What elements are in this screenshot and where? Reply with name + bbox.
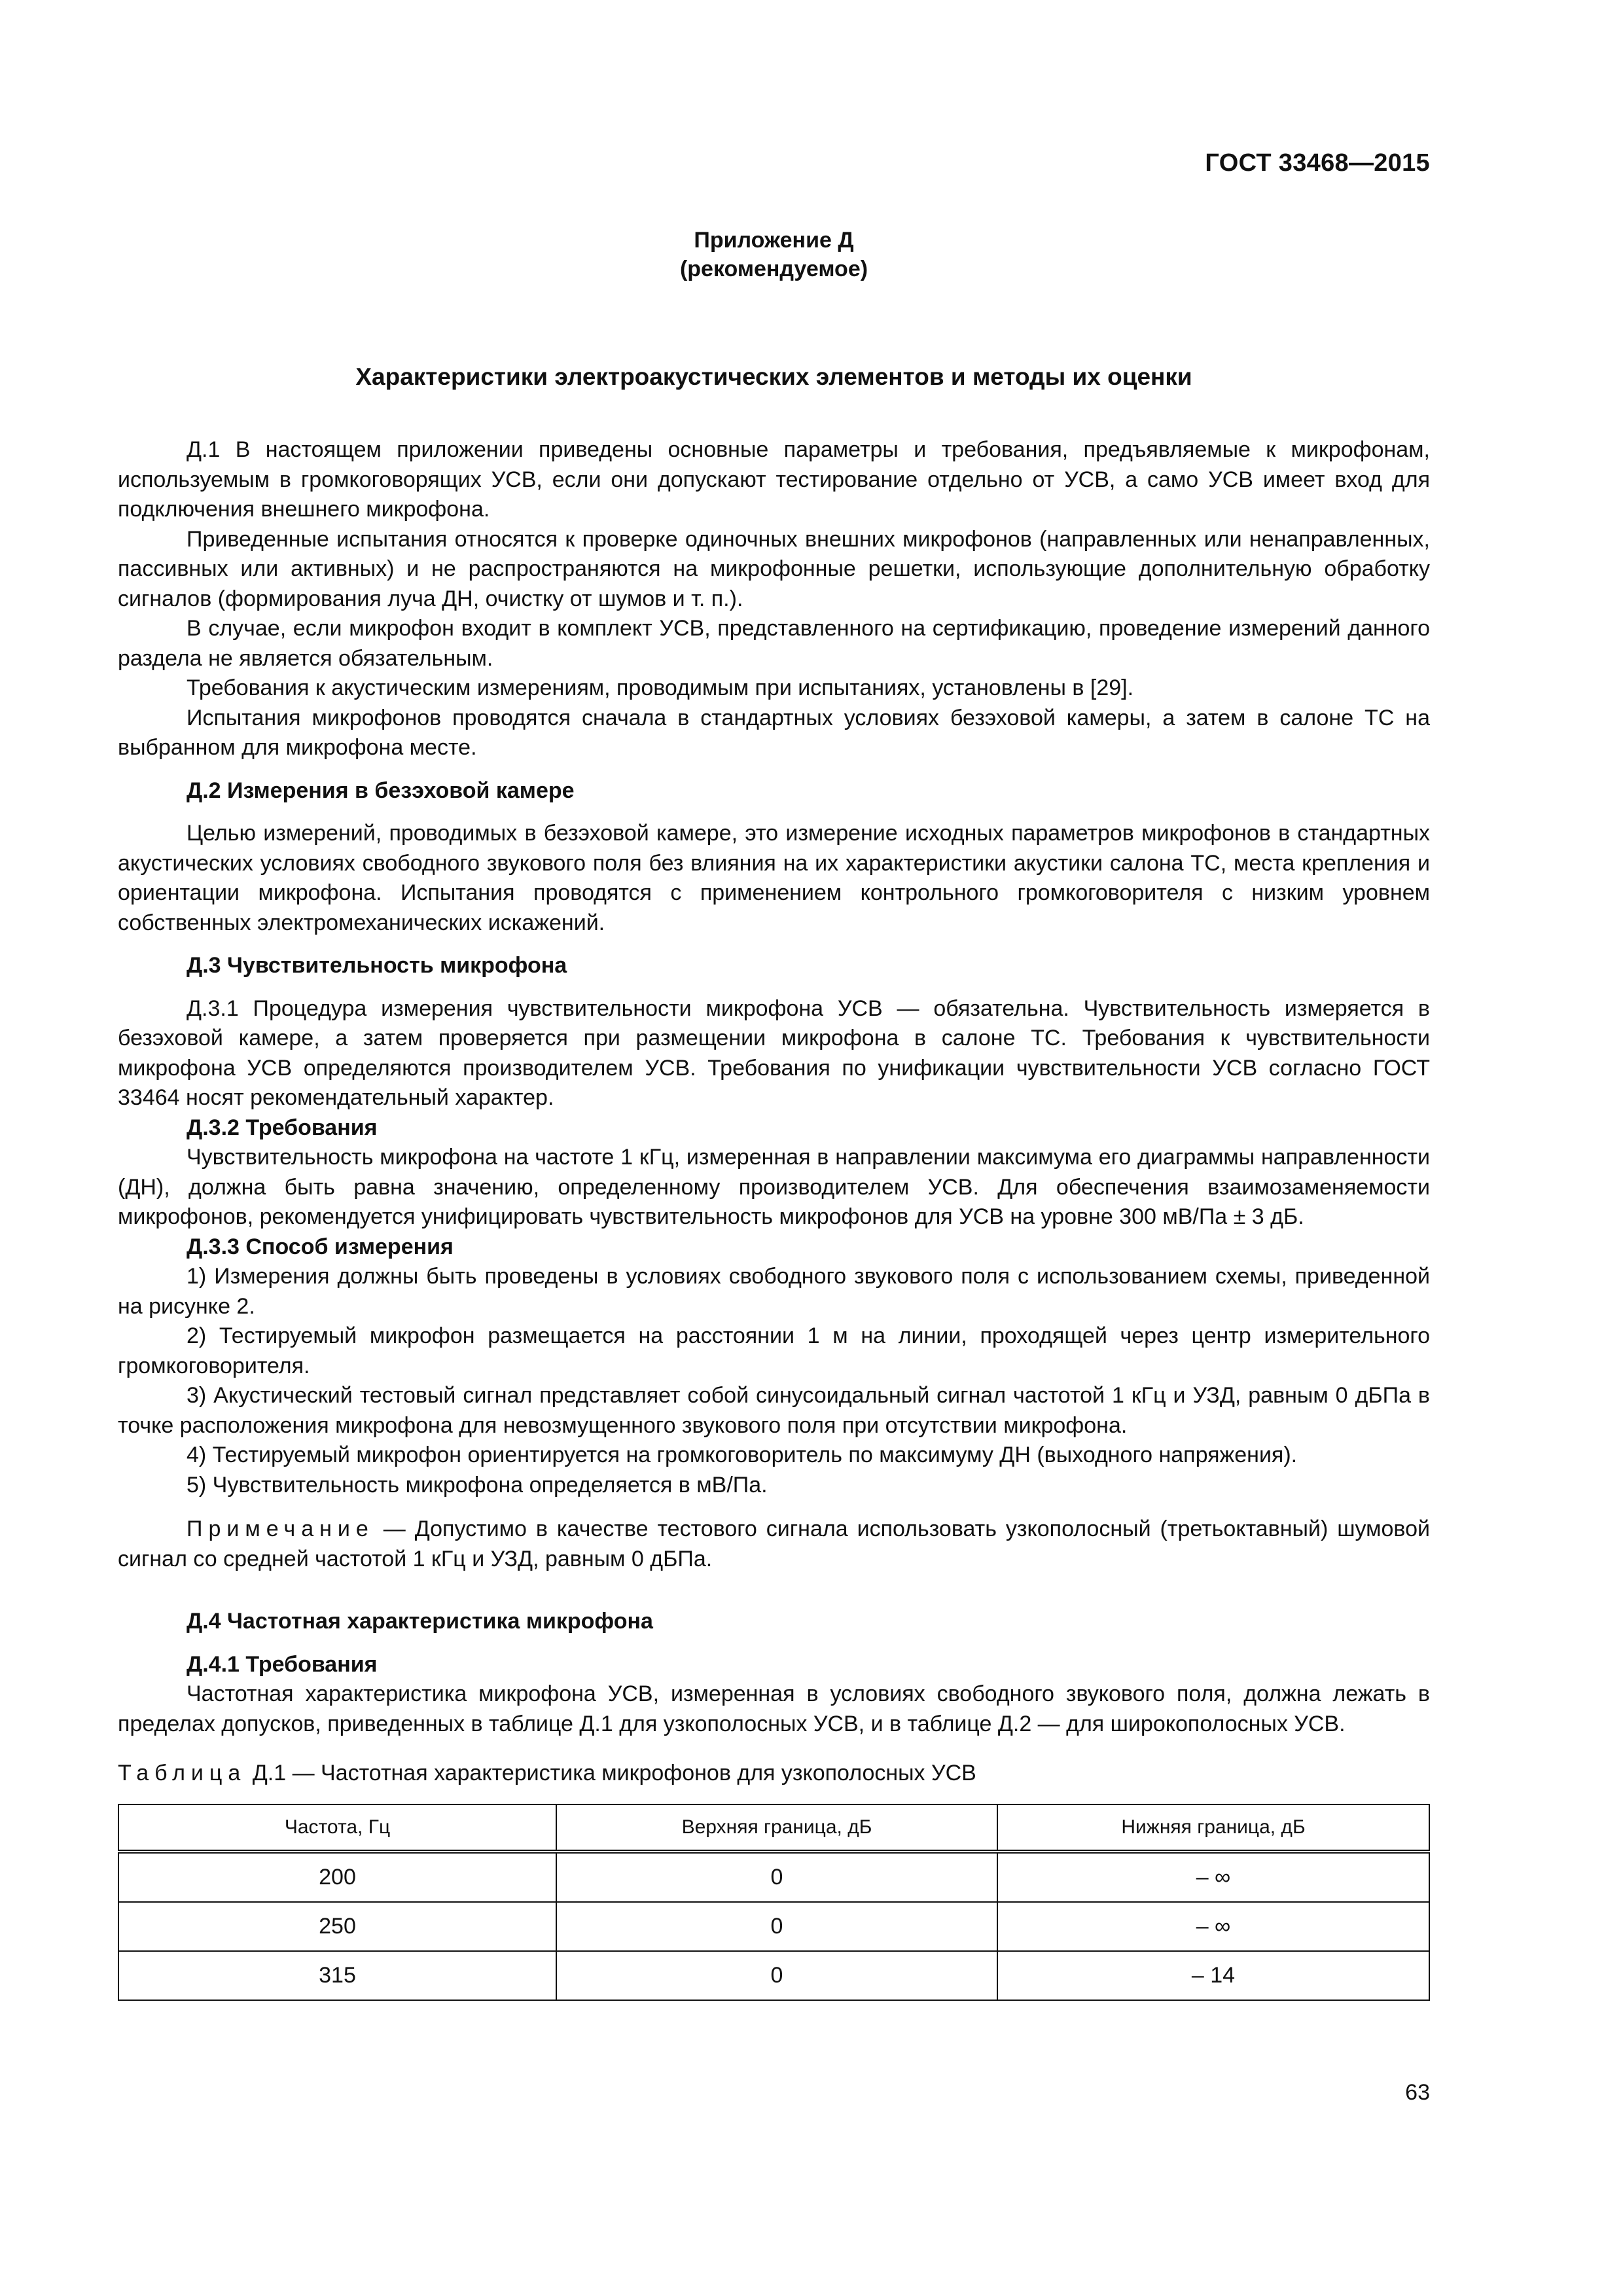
table-caption-text: Д.1 — Частотная характеристика микрофонов для узкополосных УСВ bbox=[246, 1761, 976, 1785]
section-heading-d33: Д.3.3 Способ измерения bbox=[187, 1234, 454, 1259]
table-cell: – ∞ bbox=[997, 1852, 1429, 1902]
section-heading-d3: Д.3 Чувствительность микрофона bbox=[187, 953, 567, 978]
list-item: 5) Чувствительность микрофона определяется в мВ/Па. bbox=[187, 1472, 768, 1498]
section-heading-d4: Д.4 Частотная характеристика микрофона bbox=[187, 1609, 653, 1634]
section-heading-d2: Д.2 Измерения в безэховой камере bbox=[187, 778, 575, 803]
document-title: Характеристики электроакустических элементов и методы их оценки bbox=[355, 363, 1192, 390]
table-header-cell: Нижняя граница, дБ bbox=[997, 1804, 1429, 1852]
table-cell: – ∞ bbox=[997, 1902, 1429, 1951]
paragraph: Д.3.1 Процедура измерения чувствительности микрофона УСВ — обязательна. Чувствительность измеряется в безэховой камере, а затем проверяется при размещении микрофона в салоне ТС. Требования к чувствительности микрофона УСВ определяются производителем УСВ. Требования по унификации чувствительности УСВ согласно ГОСТ 33464 носят рекомендательный характер. bbox=[118, 996, 1430, 1110]
table-cell: 0 bbox=[556, 1902, 997, 1951]
table-row bbox=[118, 1951, 1429, 2000]
document-body bbox=[118, 435, 1430, 2001]
paragraph: Частотная характеристика микрофона УСВ, измеренная в условиях свободного звукового поля, должна лежать в пределах допусков, приведенных в таблице Д.1 для узкополосных УСВ, и в таблице Д.2 — для широкополосных УСВ. bbox=[118, 1681, 1430, 1736]
list-item: 1) Измерения должны быть проведены в условиях свободного звукового поля с использованием схемы, приведенной на рисунке 2. bbox=[118, 1264, 1430, 1319]
paragraph: Д.1 В настоящем приложении приведены основные параметры и требования, предъявляемые к микрофонам, используемым в громкоговорящих УСВ, если они допускают тестирование отдельно от УСВ, а само УСВ имеет вход для подключения внешнего микрофона. bbox=[118, 437, 1430, 522]
note bbox=[118, 1515, 1430, 1574]
table-cell: 0 bbox=[556, 1852, 997, 1902]
list-item: 3) Акустический тестовый сигнал представляет собой синусоидальный сигнал частотой 1 кГц и УЗД, равным 0 дБПа в точке расположения микрофона для невозмущенного звукового поля при отсутствии микрофона. bbox=[118, 1383, 1430, 1438]
standard-header: ГОСТ 33468—2015 bbox=[1205, 149, 1430, 177]
appendix-heading bbox=[118, 226, 1430, 283]
section-heading-d41: Д.4.1 Требования bbox=[187, 1651, 378, 1677]
appendix-label: Приложение Д bbox=[694, 228, 854, 253]
paragraph: Испытания микрофонов проводятся сначала в стандартных условиях безэховой камеры, а затем в салоне ТС на выбранном для микрофона месте. bbox=[118, 705, 1430, 760]
list-item: 4) Тестируемый микрофон ориентируется на громкоговоритель по максимуму ДН (выходного напряжения). bbox=[187, 1443, 1298, 1467]
note-text: — Допустимо в качестве тестового сигнала использовать узкополосный (третьоктавный) шумовой сигнал со средней частотой 1 кГц и УЗД, равным 0 дБПа. bbox=[118, 1516, 1430, 1571]
page-number: 63 bbox=[1405, 2080, 1430, 2105]
note-label: Примечание bbox=[187, 1516, 374, 1541]
table-cell: 200 bbox=[118, 1852, 556, 1902]
table-header-cell: Верхняя граница, дБ bbox=[556, 1804, 997, 1852]
table-caption-label: Таблица bbox=[118, 1761, 247, 1785]
table-header-row bbox=[118, 1804, 1429, 1852]
table-cell: 250 bbox=[118, 1902, 556, 1951]
table-caption bbox=[118, 1759, 1430, 1788]
table-cell: 315 bbox=[118, 1951, 556, 2000]
paragraph: В случае, если микрофон входит в комплект УСВ, представленного на сертификацию, проведение измерений данного раздела не является обязательным. bbox=[118, 616, 1430, 671]
table-cell: 0 bbox=[556, 1951, 997, 2000]
table-cell: – 14 bbox=[997, 1951, 1429, 2000]
table-row bbox=[118, 1902, 1429, 1951]
frequency-table bbox=[118, 1804, 1430, 2001]
paragraph: Чувствительность микрофона на частоте 1 кГц, измеренная в направлении максимума его диаграммы направленности (ДН), должна быть равна значению, определенному производителем УСВ. Для обеспечения взаимозаменяемости микрофонов, рекомендуется унифицировать чувствительность микрофонов для УСВ на уровне 300 мВ/Па ± 3 дБ. bbox=[118, 1145, 1430, 1229]
section-heading-d32: Д.3.2 Требования bbox=[187, 1115, 378, 1140]
appendix-status: (рекомендуемое) bbox=[679, 257, 868, 281]
paragraph: Целью измерений, проводимых в безэховой камере, это измерение исходных параметров микрофонов в стандартных акустических условиях свободного звукового поля без влияния на их характеристики акустики салона ТС, места крепления и ориентации микрофона. Испытания проводятся с применением контрольного громкоговорителя с низким уровнем собственных электромеханических искажений. bbox=[118, 821, 1430, 935]
table-row bbox=[118, 1852, 1429, 1902]
list-item: 2) Тестируемый микрофон размещается на расстоянии 1 м на линии, проходящей через центр измерительного громкоговорителя. bbox=[118, 1323, 1430, 1378]
table-header-cell: Частота, Гц bbox=[118, 1804, 556, 1852]
paragraph: Приведенные испытания относятся к проверке одиночных внешних микрофонов (направленных или ненаправленных, пассивных или активных) и не распространяются на микрофонные решетки, использующие дополнительную обработку сигналов (формирования луча ДН, очистку от шумов и т. п.). bbox=[118, 526, 1430, 611]
paragraph: Требования к акустическим измерениям, проводимым при испытаниях, установлены в [29]. bbox=[187, 675, 1134, 700]
